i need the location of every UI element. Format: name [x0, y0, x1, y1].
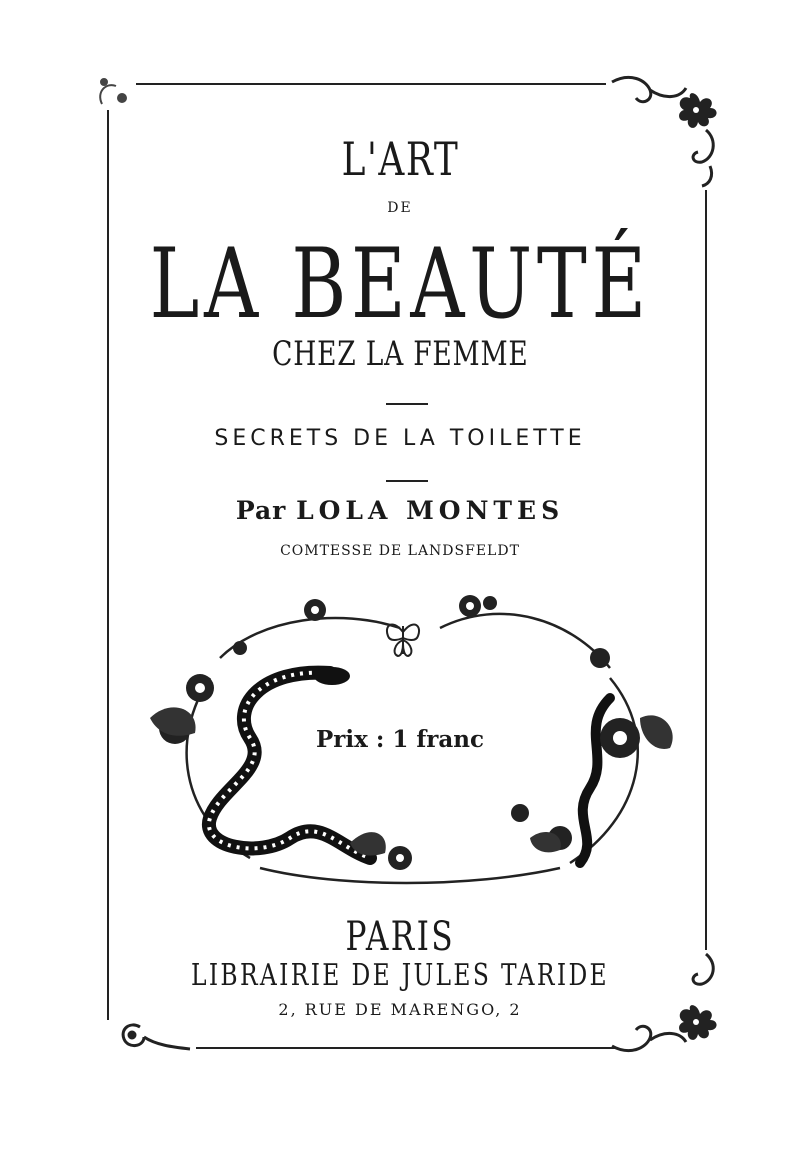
- bottom-left-corner-icon: [110, 1015, 200, 1065]
- subtitle: SECRETS DE LA TOILETTE: [214, 426, 586, 451]
- divider-rule: [386, 403, 428, 405]
- main-title: LA BEAUTÉ: [149, 228, 651, 340]
- author-title: COMTESSE DE LANDSFELDT: [280, 543, 520, 559]
- butterfly-icon: [382, 616, 424, 660]
- author-line: [0, 496, 800, 525]
- divider-rule: [386, 480, 428, 482]
- publisher-address: 2, RUE DE MARENGO, 2: [278, 1000, 522, 1019]
- price-label: Prix : 1 franc: [315, 726, 485, 753]
- publisher: LIBRAIRIE DE JULES TARIDE: [190, 958, 610, 993]
- top-left-corner-icon: [92, 64, 152, 124]
- city: PARIS: [345, 914, 455, 960]
- title-line-2: DE: [387, 200, 413, 216]
- title-line-1: L'ART: [341, 132, 459, 186]
- title-subline: CHEZ LA FEMME: [271, 334, 529, 374]
- author-prefix: Par: [235, 496, 287, 525]
- author-name: LOLA MONTES: [296, 496, 565, 525]
